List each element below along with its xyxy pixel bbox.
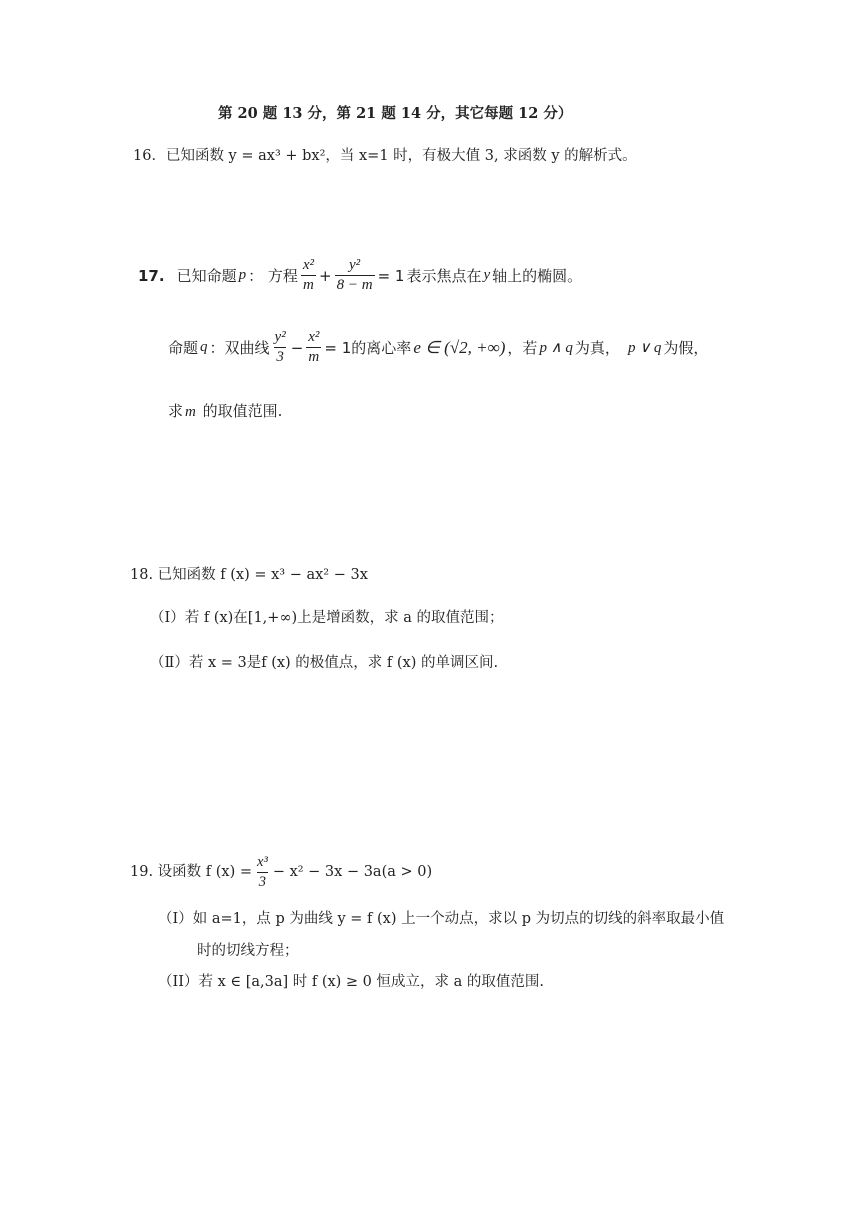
equals-one: = 1 [377,266,405,285]
q17-text: 轴上的椭圆。 [492,267,583,285]
p-or-q: p ∨ q [627,340,662,356]
minus-sign: − [290,338,304,357]
fraction-numerator: x³ [257,854,268,870]
plus-sign: + [319,266,332,285]
q17-q: q [200,339,208,355]
fraction-denominator: 3 [258,873,267,890]
scoring-note: 第 20 题 13 分，第 21 题 14 分，其它每题 12 分） [218,105,573,122]
q17-y: y [483,267,491,283]
q17-text: 的取值范围. [197,402,283,420]
fraction-numerator: y² [349,257,361,273]
eccentricity-range: e ∈ (√2, +∞) [413,337,506,357]
question-19-part-2: （II）若 x ∈ [a,3a] 时 f (x) ≥ 0 恒成立，求 a 的取值范围. [158,974,544,990]
q19-text: − x² − 3x − 3a(a > 0) [272,864,433,880]
question-19-part-1: （Ⅰ）如 a=1，点 p 为曲线 y = f (x) 上一个动点，求以 p 为切点的切线的斜率取最小值 [158,911,725,927]
question-16: 16．已知函数 y = ax³ + bx²，当 x=1 时，有极大值 3, 求函数 y 的解析式。 [133,148,637,164]
q17-text: 表示焦点在 [406,267,482,285]
question-17-number: 17. [138,266,165,285]
q17-p: p [238,267,247,283]
q17-text: ： 方程 [248,267,298,285]
question-17-line-2 [168,330,708,365]
fraction-numerator: x² [308,329,320,345]
question-19-part-1-cont: 时的切线方程； [197,943,299,959]
fraction-denominator: 3 [276,349,284,365]
fraction-numerator: x² [302,257,315,273]
hyperbola-term-y [273,330,288,365]
q17-m: m [185,404,196,420]
fraction-denominator: 8 − m [336,277,373,293]
question-18-part-2: （Ⅱ）若 x = 3是f (x) 的极值点，求 f (x) 的单调区间. [150,655,499,671]
q17-text: 求 [168,402,184,420]
question-18-part-1: （Ⅰ）若 f (x)在[1,+∞)上是增函数，求 a 的取值范围； [150,610,504,626]
question-17-line-3 [168,400,282,421]
ellipse-term-y [335,258,375,293]
question-19-stem [130,855,432,889]
ellipse-term-x [301,258,316,293]
q17-text: = 1的离心率 [324,339,412,357]
hyperbola-term-x [306,330,321,365]
q19-text: 19. 设函数 f (x) = [130,864,253,880]
fraction-numerator: y² [274,329,286,345]
q17-text: 命题 [168,339,199,357]
fraction-denominator: m [308,349,320,365]
p-and-q: p ∧ q [539,340,573,356]
function-fraction [255,855,270,889]
question-17-line-1 [138,258,582,293]
q17-text: 为假， [663,339,709,357]
question-18-stem: 18. 已知函数 f (x) = x³ − ax² − 3x [130,567,368,583]
q17-text: 已知命题 [176,267,237,285]
fraction-denominator: m [303,277,314,293]
q17-text: ：双曲线 [209,339,270,357]
q17-text: ，若 [507,339,538,357]
q17-text: 为真， [574,339,620,357]
